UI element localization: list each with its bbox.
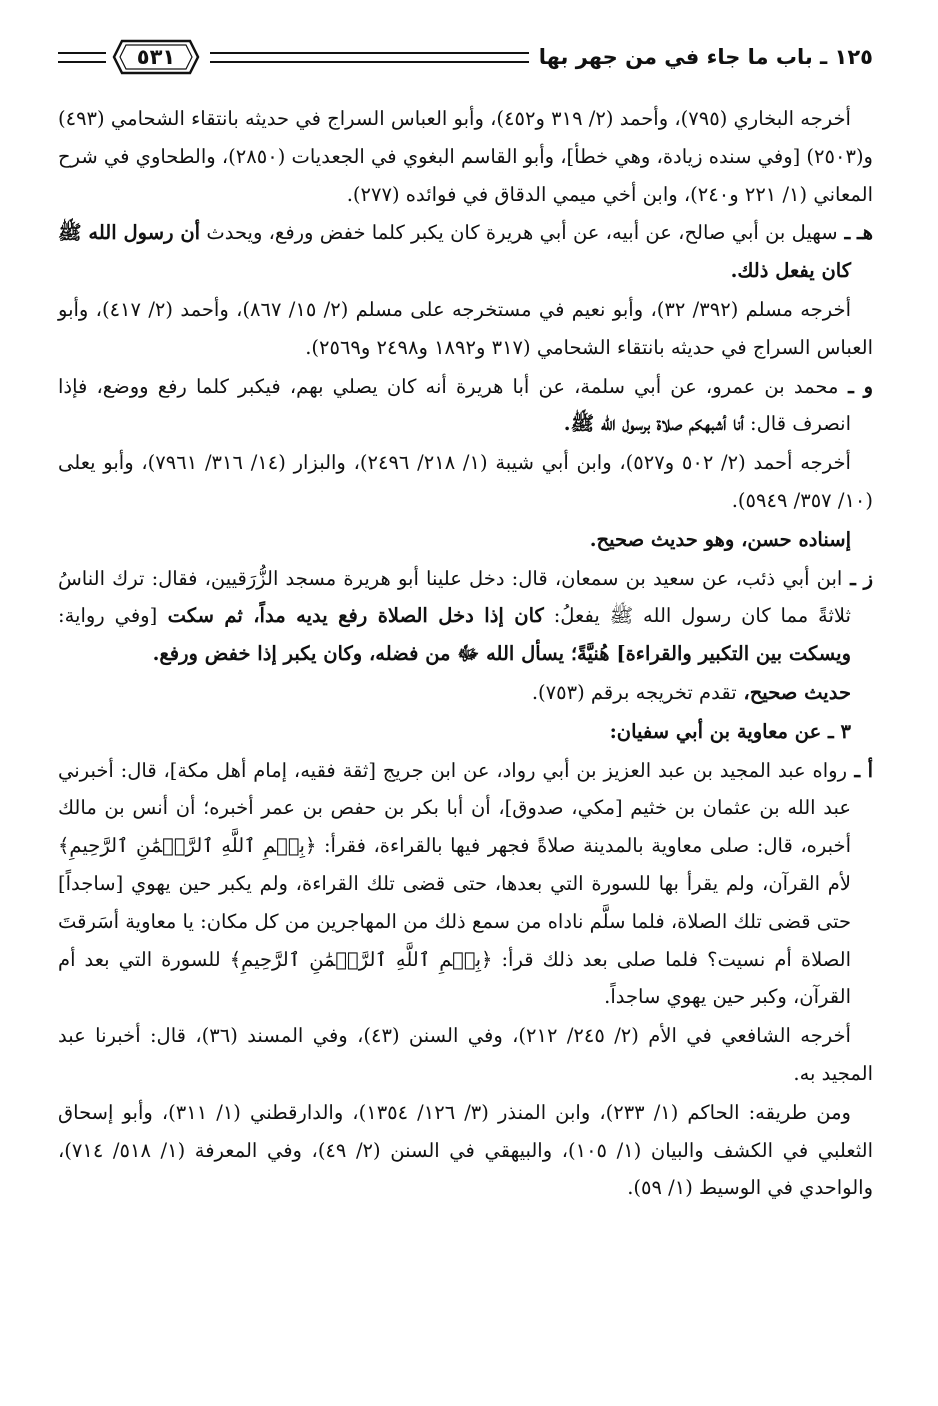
- paragraph-takhrij-shafii: [58, 1017, 873, 1093]
- text-segment: أخرجه الشافعي في الأم (٢/ ٢٤٥/ ٢١٢)، وفي السنن (٤٣)، وفي المسند (٣٦)، قال: أخبرنا عبد المجيد به.: [58, 1024, 873, 1085]
- paragraph-section-3: [58, 713, 873, 751]
- bold-segment: أن رسول الله ﷺ كان يفعل ذلك.: [58, 221, 851, 283]
- header-rule: [210, 52, 529, 63]
- chapter-title: ١٢٥ ـ باب ما جاء في من جهر بها: [538, 45, 873, 69]
- page-number-badge: [112, 37, 200, 77]
- text-segment: ومن طريقه: الحاكم (١/ ٢٣٣)، وابن المنذر (٣/ ١٢٦/ ١٣٥٤)، والدارقطني (١/ ٣١١)، وأبو إسحاق الثعلبي في الكشف والبيان (١/ ١٠٥)، والبيهقي في السنن (٢/ ٤٩)، وفي المعرفة (١/ ٥١٨/ ٧١٤)، والواحدي في الوسيط (١/ ٥٩).: [58, 1100, 873, 1200]
- paragraph-takhrij-bukhari: [58, 100, 873, 213]
- header-tail-rule: [58, 52, 106, 63]
- text-segment: أخرجه البخاري (٧٩٥)، وأحمد (٢/ ٣١٩ و٤٥٢)، وأبو العباس السراج في حديثه بانتقاء الشحامي (٤٩٣) و(٢٥٠٣) [وفي سنده زيادة، وهي خطأ]، وأبو القاسم البغوي في الجعديات (٢٨٥٠)، والطحاوي في شرح المعاني (١/ ٢٢١ و٢٤٠)، وابن أخي ميمي الدقاق في فوائده (٢٧٧).: [58, 107, 873, 206]
- body-text: [58, 100, 873, 1207]
- text-segment: رواه عبد المجيد بن عبد العزيز بن أبي رواد، عن ابن جريج [ثقة فقيه، إمام أهل مكة]، قال: أخبرني عبد الله بن عثمان بن خثيم [مكي، صدوق]، أن أبا بكر بن حفص بن عمر أخبره؛ أن أنس بن مالك أخبره، قال: صلى معاوية بالمدينة صلاةً فجهر فيها بالقراءة، فقرأ: ﴿بِسۡمِ ٱللَّهِ ٱلرَّحۡمَٰنِ ٱلرَّحِيمِ﴾ لأم القرآن، ولم يقرأ بها للسورة التي بعدها، حتى قضى تلك القراءة، ولم يكبر حين يهوي [ساجداً] حتى قضى تلك الصلاة، فلما سلَّم ناداه من سمع ذلك من المهاجرين من كل مكان: يا معاوية أسَرقتَ الصلاة أم نسيت؟ فلما صلى بعد ذلك قرأ: ﴿بِسۡمِ ٱللَّهِ ٱلرَّحۡمَٰنِ ٱلرَّحِيمِ﴾ للسورة التي بعد أم القرآن، وكبر حين يهوي ساجداً.: [58, 758, 851, 1009]
- page: [58, 30, 873, 1207]
- paragraph-hadith-sahih: [58, 674, 873, 712]
- bold-segment: و ـ: [838, 374, 873, 398]
- bold-segment: ز ـ: [842, 566, 873, 590]
- paragraph-takhrij-muslim: [58, 291, 873, 367]
- text-segment: تقدم تخريجه برقم (٧٥٣).: [531, 680, 737, 704]
- bold-segment: كان إذا دخل الصلاة رفع يديه مداً، ثم سكت: [157, 604, 544, 628]
- paragraph-hadith-w: [58, 368, 873, 444]
- paragraph-takhrij-hakim: [58, 1094, 873, 1207]
- bold-segment: حديث صحيح،: [736, 680, 851, 704]
- paragraph-hadith-z: [58, 560, 873, 673]
- text-segment: محمد بن عمرو، عن أبي سلمة، عن أبا هريرة أنه كان يصلي بهم، فيكبر كلما رفع ووضع، فإذا انصرف قال:: [58, 374, 851, 436]
- text-segment: أخرجه أحمد (٢/ ٥٠٢ و٥٢٧)، وابن أبي شيبة (١/ ٢١٨/ ٢٤٩٦)، والبزار (١٤/ ٣١٦/ ٧٩٦١)، وأبو يعلى (١٠/ ٣٥٧/ ٥٩٤٩).: [58, 451, 873, 512]
- text-segment: ابن أبي ذئب، عن سعيد بن سمعان، قال: دخل علينا أبو هريرة مسجد الزُّرَقيين، فقال: ترك الناسُ ثلاثةً مما كان رسول الله ﷺ يفعلُ:: [58, 566, 851, 628]
- paragraph-hadith-a: [58, 752, 873, 1017]
- bold-segment: أنا أشبهكم صلاة برسول الله ﷺ.: [563, 412, 744, 436]
- page-number: ٥٣١: [136, 45, 176, 69]
- text-segment: [وفي رواية:: [58, 604, 158, 628]
- bold-segment: إسناده حسن، وهو حديث صحيح.: [589, 527, 851, 551]
- bold-segment: ٣ ـ عن معاوية بن أبي سفيان:: [609, 719, 851, 743]
- text-segment: سهيل بن أبي صالح، عن أبيه، عن أبي هريرة كان يكبر كلما خفض ورفع، ويحدث: [200, 221, 838, 245]
- paragraph-hadith-h: [58, 214, 873, 290]
- bold-segment: أ ـ: [846, 758, 873, 782]
- paragraph-takhrij-ahmad: [58, 444, 873, 520]
- running-header: [58, 30, 873, 84]
- text-segment: أخرجه مسلم (٣٩٢/ ٣٢)، وأبو نعيم في مستخرجه على مسلم (٢/ ١٥/ ٨٦٧)، وأحمد (٢/ ٤١٧)، وأبو العباس السراج في حديثه بانتقاء الشحامي (٣١٧ و١٨٩٢ و٢٤٩٨ و٢٥٦٩).: [58, 297, 873, 359]
- paragraph-isnad-hasan: [58, 521, 873, 559]
- bold-segment: هـ ـ: [837, 221, 873, 245]
- bold-segment: ويسكت بين التكبير والقراءة] هُنيَّةً؛ يسأل الله ﷻ من فضله، وكان يكبر إذا خفض ورفع.: [152, 642, 851, 666]
